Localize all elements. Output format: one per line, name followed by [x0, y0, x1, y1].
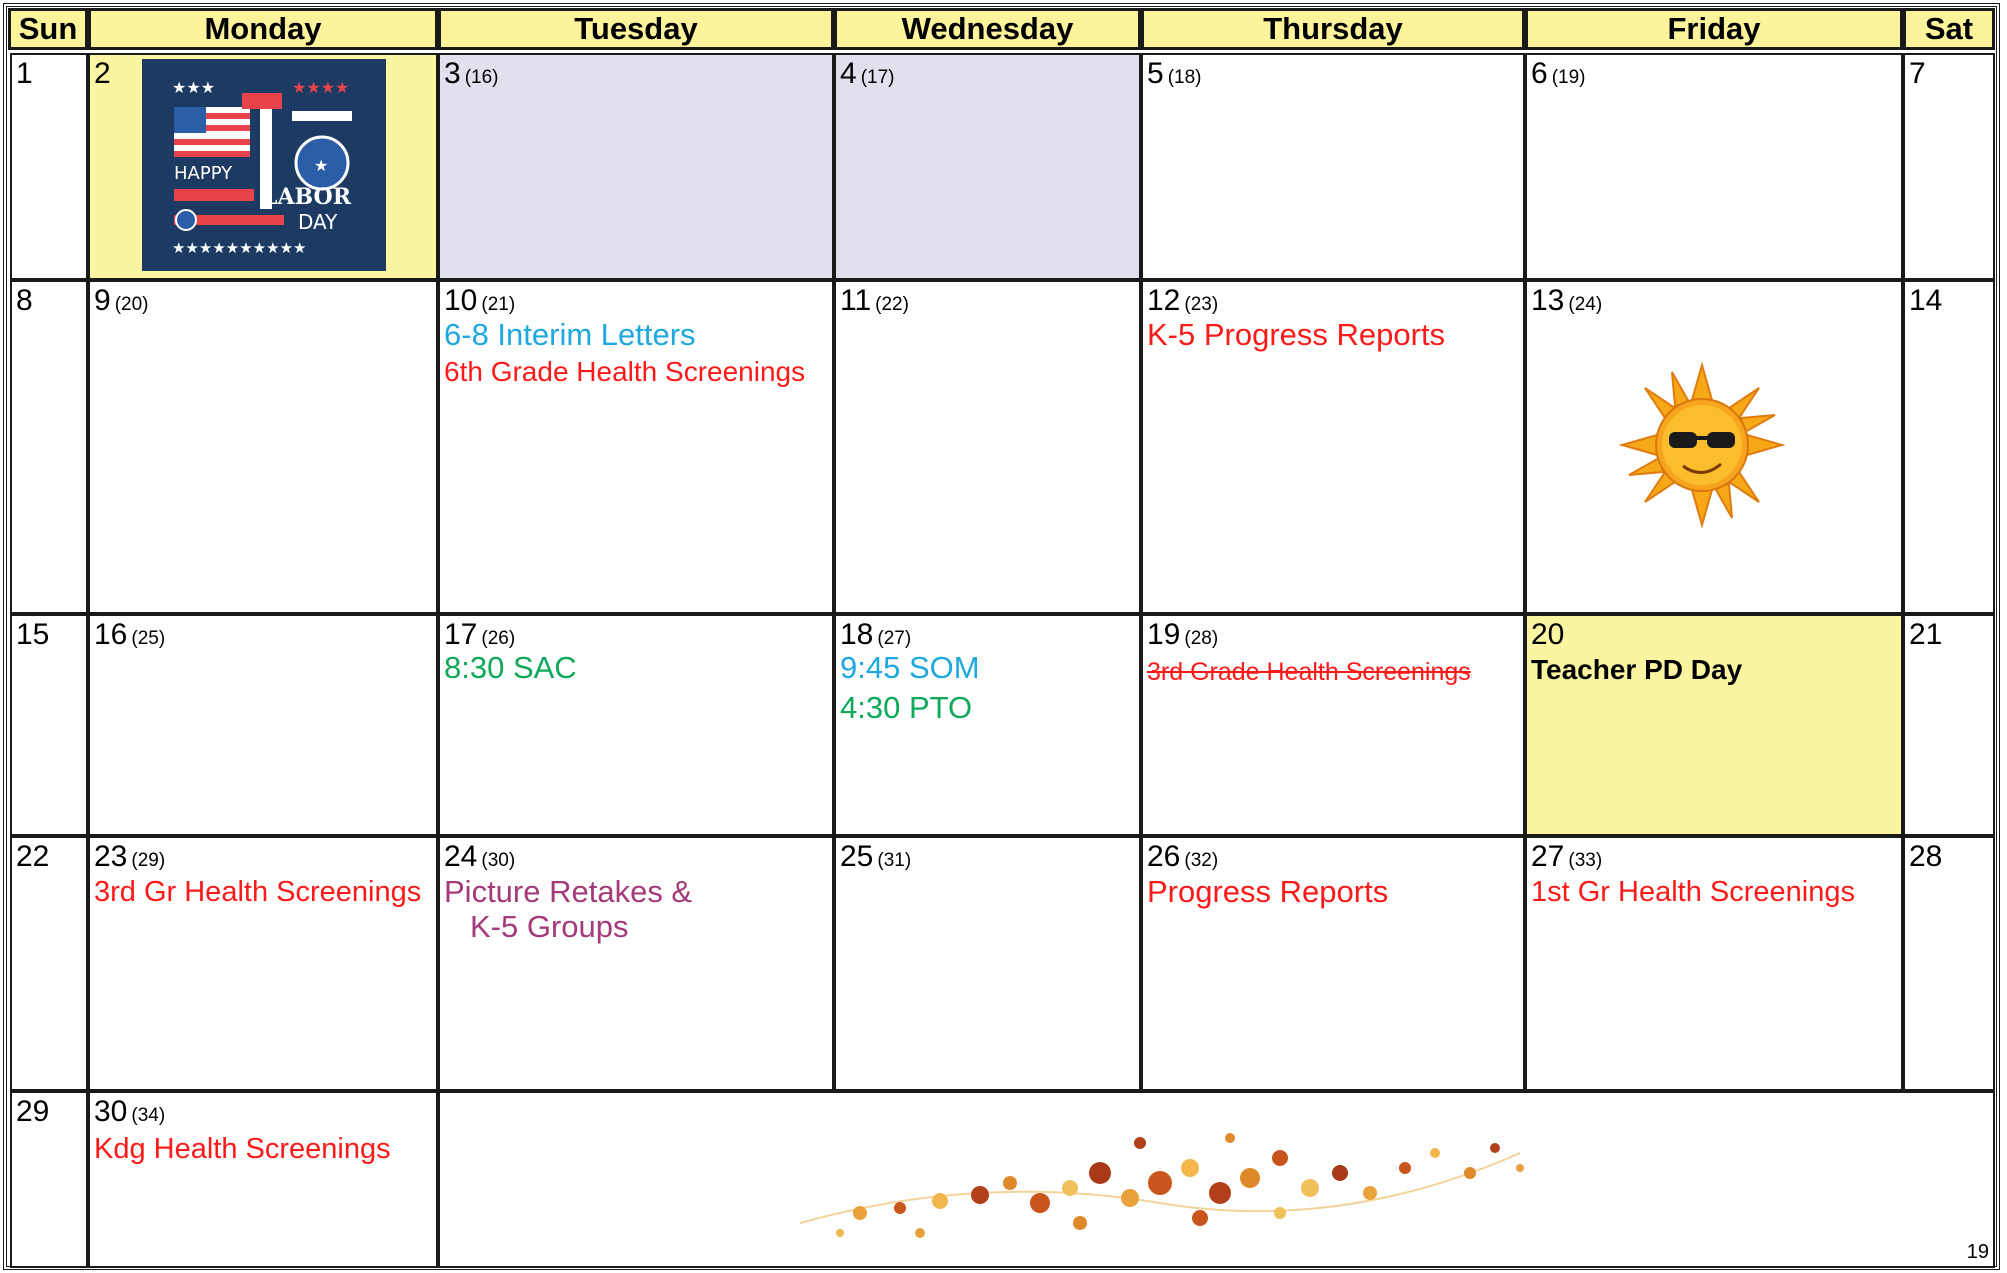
week-count: (25): [131, 628, 166, 649]
day-cell: [438, 614, 834, 836]
day-cell: [438, 836, 834, 1091]
week-count: (18): [1167, 67, 1202, 88]
day-number: 25 (31): [840, 840, 912, 873]
header-label: Thursday: [1263, 11, 1403, 46]
event-sac: 8:30 SAC: [444, 650, 577, 685]
header-thursday: [1141, 8, 1525, 50]
day-cell-pd-day: [1525, 614, 1903, 836]
page-number: 19: [1966, 1241, 1989, 1263]
event-k5-groups: K-5 Groups: [470, 909, 629, 944]
event-health-screenings: 6th Grade Health Screenings: [444, 356, 806, 387]
day-number: 24 (30): [444, 840, 516, 873]
day-cell: [88, 1091, 438, 1268]
day-number: 29: [16, 1095, 50, 1128]
day-number: 18 (27): [840, 618, 912, 651]
svg-text:LABOR: LABOR: [262, 184, 351, 210]
event-som: 9:45 SOM: [840, 650, 980, 685]
event-health-screenings: 1st Gr Health Screenings: [1531, 876, 1855, 908]
day-cell: [10, 53, 88, 280]
event-progress-reports: K-5 Progress Reports: [1147, 317, 1446, 352]
day-cell: [1141, 614, 1525, 836]
svg-text:HAPPY: HAPPY: [174, 163, 233, 184]
week-count: (31): [877, 850, 912, 871]
header-label: Sun: [18, 11, 78, 46]
day-cell: [1141, 280, 1525, 614]
event-cancelled-health-screenings: 3rd Grade Health Screenings: [1147, 658, 1471, 686]
day-number: 9 (20): [94, 284, 149, 317]
day-number: 10 (21): [444, 284, 516, 317]
svg-text:★★★★: ★★★★: [292, 78, 350, 97]
svg-text:DAY: DAY: [298, 210, 338, 234]
day-number: 3 (16): [444, 57, 499, 90]
header-sun: [8, 8, 88, 50]
week-count: (23): [1184, 294, 1219, 315]
week-count: (26): [481, 628, 516, 649]
day-cell: [88, 614, 438, 836]
day-number: 30 (34): [94, 1095, 166, 1128]
day-number: 28: [1909, 840, 1943, 873]
day-number: 6 (19): [1531, 57, 1586, 90]
day-cell: [1141, 836, 1525, 1091]
day-cell-labor-day: [88, 53, 438, 280]
header-label: Sat: [1924, 11, 1974, 46]
autumn-leaves-swirl-icon: [780, 1113, 1560, 1263]
day-cell: [88, 836, 438, 1091]
week-count: (29): [131, 850, 166, 871]
week-count: (22): [875, 294, 909, 315]
week-count: (33): [1568, 850, 1603, 871]
day-cell: [834, 280, 1141, 614]
week-count: (17): [860, 67, 895, 88]
header-label: Friday: [1667, 11, 1761, 46]
svg-text:★★★: ★★★: [172, 78, 216, 97]
day-cell: [10, 614, 88, 836]
day-number: 22: [16, 840, 50, 873]
day-cell: [438, 53, 834, 280]
header-label: Monday: [204, 11, 322, 46]
header-wednesday: [834, 8, 1141, 50]
day-cell: [10, 280, 88, 614]
day-cell: [834, 836, 1141, 1091]
svg-text:★★★★★★★★★★: ★★★★★★★★★★: [172, 239, 307, 257]
week-count: (34): [131, 1105, 166, 1126]
header-friday: [1525, 8, 1903, 50]
day-number: 4 (17): [840, 57, 895, 90]
labor-day-badge-icon: [142, 59, 386, 271]
svg-text:★: ★: [314, 156, 329, 175]
day-cell: [438, 280, 834, 614]
week-count: (21): [481, 294, 516, 315]
header-sat: [1903, 8, 1995, 50]
day-cell: [1903, 53, 1995, 280]
day-cell: [834, 53, 1141, 280]
day-cell: [1525, 836, 1903, 1091]
week-count: (24): [1568, 294, 1603, 315]
sun-with-sunglasses-icon: [1617, 360, 1787, 530]
week-count: (30): [481, 850, 516, 871]
day-number: 20: [1531, 618, 1565, 651]
day-cell: [834, 614, 1141, 836]
day-cell: [1903, 280, 1995, 614]
day-cell: [1525, 53, 1903, 280]
header-label: Wednesday: [901, 11, 1074, 46]
day-cell: [1903, 836, 1995, 1091]
week-count: (19): [1551, 67, 1586, 88]
week-count: (27): [877, 628, 912, 649]
day-number: 15: [16, 618, 50, 651]
header-monday: [88, 8, 438, 50]
day-number: 5 (18): [1147, 57, 1202, 90]
event-picture-retakes: Picture Retakes &: [444, 874, 693, 909]
day-number: 8: [16, 284, 33, 317]
week-count: (32): [1184, 850, 1219, 871]
day-cell: [10, 1091, 88, 1268]
day-number: 7: [1909, 57, 1926, 90]
day-number: 21: [1909, 618, 1943, 651]
day-cell: [1903, 614, 1995, 836]
event-health-screenings: 3rd Gr Health Screenings: [94, 876, 422, 908]
day-number: 14: [1909, 284, 1943, 317]
day-number: 23 (29): [94, 840, 166, 873]
remaining-month-area: [438, 1091, 1995, 1268]
week-count: (28): [1184, 628, 1219, 649]
day-number: 13 (24): [1531, 284, 1603, 317]
day-number: 11 (22): [840, 284, 909, 317]
header-label: Tuesday: [574, 11, 698, 46]
day-cell: [10, 836, 88, 1091]
event-teacher-pd-day: Teacher PD Day: [1531, 654, 1743, 685]
event-pto: 4:30 PTO: [840, 690, 973, 725]
week-count: (20): [114, 294, 149, 315]
day-cell: [1525, 280, 1903, 614]
day-number: 1: [16, 57, 33, 90]
day-number: 12 (23): [1147, 284, 1219, 317]
day-cell: [1141, 53, 1525, 280]
week-count: (16): [464, 67, 499, 88]
day-number: 2: [94, 57, 111, 90]
day-cell: [88, 280, 438, 614]
event-interim-letters: 6-8 Interim Letters: [444, 317, 696, 352]
day-number: 17 (26): [444, 618, 516, 651]
day-number: 16 (25): [94, 618, 166, 651]
event-kdg-health-screenings: Kdg Health Screenings: [94, 1133, 391, 1165]
day-number: 27 (33): [1531, 840, 1603, 873]
day-number: 26 (32): [1147, 840, 1219, 873]
header-tuesday: [438, 8, 834, 50]
event-progress-reports: Progress Reports: [1147, 874, 1389, 909]
day-number: 19 (28): [1147, 618, 1219, 651]
